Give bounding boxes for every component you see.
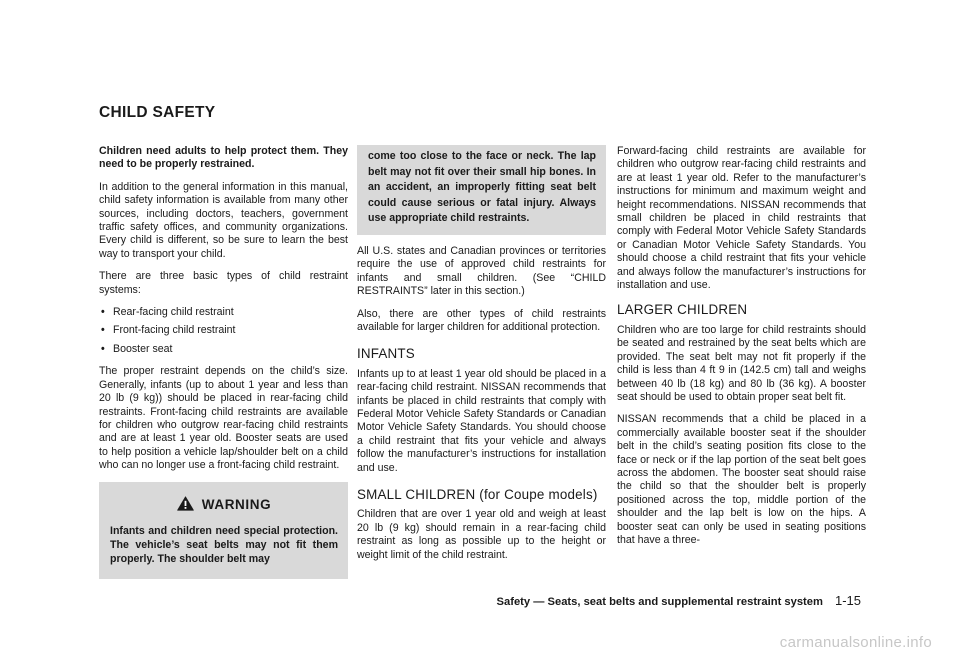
page-footer: [497, 593, 861, 608]
warning-triangle-icon: [177, 496, 194, 513]
small-children-heading: SMALL CHILDREN (for Coupe models): [357, 487, 598, 503]
col3-paragraph-2: NISSAN recommends that a child be placed in a commercially available booster seat if the shoulder belt in the child’s seating position fits close to the face or neck or if the lap portion of the seat belt goes across the abdomen. The booster seat should raise the child so that the shoulder belt is properly positioned across the top, middle portion of the shoulder and the lap belt is low on the hips. A booster seat can only be used in seating positions that have a three-: [617, 413, 866, 546]
larger-children-text: Children who are too large for child restraints should be seated and restrained by the seat belts which are provided. The seat belt may not fit properly if the child is less than 4 ft 9 in (142.5 cm) tall and weighs between 40 lb (18 kg) and 80 lb (36 kg). A booster seat should be used to obtain proper seat belt fit.: [617, 323, 866, 403]
infants-text: Infants up to at least 1 year old should be placed in a rear-facing child restraint. NISSAN recommends that infants be placed in child restraints that comply with Federal Motor Vehicle Safety Standards or Canadian Motor Vehicle Safety Standards. You should choose a child restraint that fits your vehicle and always follow the manufacturer’s instructions for installation and use.: [357, 367, 606, 474]
bullet-icon: •: [101, 306, 105, 319]
warning-continuation-box: [357, 145, 606, 235]
bullet-icon: •: [101, 342, 105, 355]
col3-paragraph-1: Forward-facing child restraints are available for children who outgrow rear-facing child restraints and are at least 1 year old. Refer to the manufacturer’s instructions for minimum and maximum weight and height recommendations. NISSAN recommends that small children be placed in child restraints that comply with Federal Motor Vehicle Safety Standards or Canadian Motor Vehicle Safety Standards. You should choose a child restraint that fits your vehicle and always follow the manufacturer’s instructions for installation and use.: [617, 145, 866, 292]
column-1: [99, 145, 348, 579]
warning-box: [99, 482, 348, 579]
watermark: carmanualsonline.info: [779, 634, 932, 651]
small-children-text: Children that are over 1 year old and weigh at least 20 lb (9 kg) should remain in a rear-facing child restraint as long as possible up to the height or weight limit of the child restraint.: [357, 508, 606, 561]
larger-children-heading: LARGER CHILDREN: [617, 302, 748, 318]
column-2: [357, 145, 606, 571]
warning-title: WARNING: [201, 496, 272, 512]
warning-header: [110, 496, 338, 513]
page-number: 1-15: [834, 593, 861, 608]
column-3: [617, 145, 866, 556]
list-item: [99, 343, 348, 356]
list-item: [99, 324, 348, 337]
col1-paragraph-3: The proper restraint depends on the child’s size. Generally, infants (up to about 1 year and less than 20 lb (9 kg)) should be placed in rear-facing child restraints. Front-facing child restraints are available for children who outgrow rear-facing child restraints and are at least 1 year old. Booster seats are used to help position a vehicle lap/shoulder belt on a child who can no longer use a front-facing child restraint.: [99, 365, 348, 472]
col1-paragraph-2: There are three basic types of child restraint systems:: [99, 270, 348, 296]
infants-heading: INFANTS: [357, 346, 415, 362]
list-item: [99, 306, 348, 319]
col1-paragraph-1: In addition to the general information in this manual, child safety information is available from many other sources, including doctors, teachers, government traffic safety offices, and community organizations. Every child is different, so be sure to learn the best way to transport your child.: [99, 180, 348, 260]
bullet-icon: •: [101, 324, 105, 337]
warning-continuation-text: come too close to the face or neck. The lap belt may not fit over their small hip bones. In an accident, an improperly fitting seat belt could cause serious or fatal injury. Always use appropriate child restraints.: [368, 150, 596, 225]
col2-paragraph-2: Also, there are other types of child restraints available for larger children for additional protection.: [357, 307, 606, 333]
list-item-label: Front-facing child restraint: [113, 324, 236, 337]
warning-text: Infants and children need special protection. The vehicle’s seat belts may not fit them properly. The shoulder belt may: [110, 524, 338, 566]
list-item-label: Booster seat: [113, 342, 173, 355]
intro-bold-text: Children need adults to help protect them. They need to be properly restrained.: [99, 145, 348, 171]
section-title: CHILD SAFETY: [99, 104, 216, 121]
list-item-label: Rear-facing child restraint: [113, 306, 234, 319]
restraint-types-list: [99, 306, 348, 356]
col2-paragraph-1: All U.S. states and Canadian provinces or territories require the use of approved child restraints for infants and small children. (See “CHILD RESTRAINTS” later in this section.): [357, 244, 606, 298]
footer-section-title: Safety — Seats, seat belts and supplemental restraint system: [496, 596, 823, 608]
